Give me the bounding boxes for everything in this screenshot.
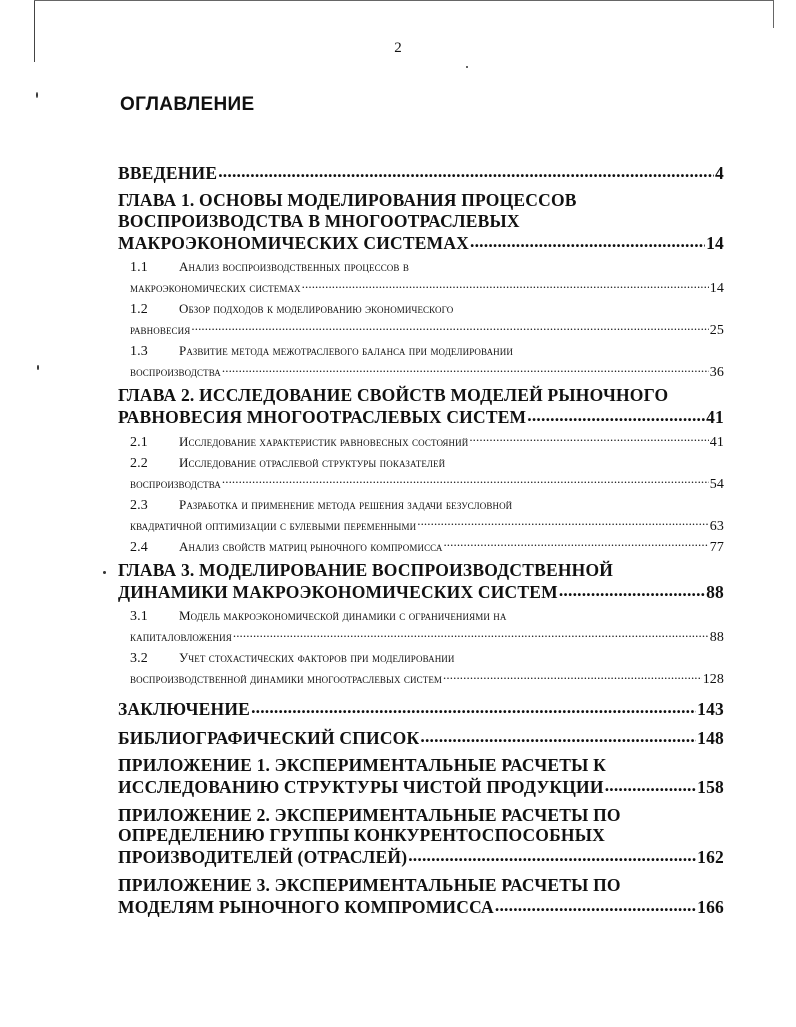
table-of-contents bbox=[118, 161, 724, 917]
page-ref: 148 bbox=[697, 727, 724, 748]
dot-leader bbox=[443, 538, 708, 551]
dot-leader bbox=[233, 628, 709, 641]
toc-entry-section-2-1[interactable]: 2.1 Исследование характеристик равновесных состояний ..... 41 bbox=[130, 432, 724, 453]
dot-leader bbox=[420, 726, 696, 744]
scan-speck bbox=[36, 92, 38, 98]
page-ref: 63 bbox=[709, 518, 724, 534]
toc-entry-section-2-2[interactable]: 2.2 Исследование отраслевой структуры показателей воспроизводства ..... 54 bbox=[130, 453, 724, 495]
dot-leader bbox=[469, 433, 708, 446]
page-ref: 14 bbox=[709, 281, 724, 296]
page-ref: 4 bbox=[715, 162, 724, 183]
toc-entry-introduction[interactable]: ВВЕДЕНИЕ ..... 4 bbox=[118, 161, 724, 183]
toc-entry-chapter-1[interactable]: ГЛАВА 1. ОСНОВЫ МОДЕЛИРОВАНИЯ ПРОЦЕССОВ ВОСПРОИЗВОДСТВА В МНОГООТРАСЛЕВЫХ МАКРОЭКОНОМИЧЕСКИХ СИСТЕМАХ ..... 14 bbox=[118, 190, 724, 253]
page-ref: 128 bbox=[702, 672, 724, 687]
toc-entry-appendix-2[interactable]: ПРИЛОЖЕНИЕ 2. ЭКСПЕРИМЕНТАЛЬНЫЕ РАСЧЕТЫ ПО ОПРЕДЕЛЕНИЮ ГРУППЫ КОНКУРЕНТОСПОСОБНЫХ ПРОИЗВОДИТЕЛЕЙ (ОТРАСЛЕЙ) ..... 162 bbox=[118, 805, 724, 868]
page-ref: 54 bbox=[709, 476, 724, 492]
dot-leader bbox=[605, 776, 696, 794]
dot-leader bbox=[302, 279, 709, 292]
dot-leader bbox=[495, 895, 696, 913]
dot-leader bbox=[408, 846, 696, 864]
toc-entry-section-3-2[interactable]: 3.2 Учет стохастических факторов при моделировании воспроизводственной динамики многоотраслевых систем ..... 128 bbox=[130, 648, 724, 690]
toc-entry-bibliography[interactable]: БИБЛИОГРАФИЧЕСКИЙ СПИСОК ..... 148 bbox=[118, 726, 724, 748]
toc-entry-section-2-4[interactable]: 2.4 Анализ свойств матриц рыночного компромисса ..... 77 bbox=[130, 537, 724, 558]
toc-entry-chapter-3[interactable]: ГЛАВА 3. МОДЕЛИРОВАНИЕ ВОСПРОИЗВОДСТВЕННОЙ ДИНАМИКИ МАКРОЭКОНОМИЧЕСКИХ СИСТЕМ ..... 88 bbox=[118, 560, 724, 603]
toc-entry-section-1-2[interactable]: 1.2 Обзор подходов к моделированию экономического равновесия ..... 25 bbox=[130, 299, 724, 341]
dot-leader bbox=[222, 363, 709, 376]
scan-border-top bbox=[34, 0, 774, 1]
toc-entry-appendix-1[interactable]: ПРИЛОЖЕНИЕ 1. ЭКСПЕРИМЕНТАЛЬНЫЕ РАСЧЕТЫ К ИССЛЕДОВАНИЮ СТРУКТУРЫ ЧИСТОЙ ПРОДУКЦИИ ..... 158 bbox=[118, 755, 724, 798]
scan-speck bbox=[37, 365, 39, 370]
toc-entry-conclusion[interactable]: ЗАКЛЮЧЕНИЕ ..... 143 bbox=[118, 697, 724, 719]
page-ref: 88 bbox=[706, 581, 724, 602]
page-ref: 41 bbox=[709, 434, 724, 450]
toc-entry-appendix-3[interactable]: ПРИЛОЖЕНИЕ 3. ЭКСПЕРИМЕНТАЛЬНЫЕ РАСЧЕТЫ ПО МОДЕЛЯМ РЫНОЧНОГО КОМПРОМИССА ..... 166 bbox=[118, 875, 724, 918]
dot-leader bbox=[222, 475, 709, 488]
dot-leader bbox=[218, 161, 714, 179]
dot-leader bbox=[559, 580, 705, 598]
page-ref: 77 bbox=[709, 539, 724, 555]
page-ref: 41 bbox=[706, 407, 724, 427]
page-ref: 143 bbox=[697, 698, 724, 719]
scan-border-right bbox=[773, 0, 774, 28]
scan-speck bbox=[103, 571, 106, 574]
page-ref: 14 bbox=[706, 232, 724, 253]
scan-speck bbox=[466, 66, 468, 68]
toc-entry-chapter-2[interactable]: ГЛАВА 2. ИССЛЕДОВАНИЕ СВОЙСТВ МОДЕЛЕЙ РЫНОЧНОГО РАВНОВЕСИЯ МНОГООТРАСЛЕВЫХ СИСТЕМ ..... 41 bbox=[118, 385, 724, 428]
toc-entry-section-2-3[interactable]: 2.3 Разработка и применение метода решения задачи безусловной квадратичной оптимизации с булевыми переменными ..... 63 bbox=[130, 495, 724, 537]
toc-entry-section-3-1[interactable]: 3.1 Модель макроэкономической динамики с ограничениями на капиталовложения ..... 88 bbox=[130, 606, 724, 648]
dot-leader bbox=[443, 670, 702, 683]
page-ref: 166 bbox=[697, 896, 724, 917]
page-ref: 25 bbox=[709, 323, 724, 338]
page-number: 2 bbox=[394, 40, 402, 56]
dot-leader bbox=[527, 406, 705, 424]
toc-entry-section-1-3[interactable]: 1.3 Развитие метода межотраслевого баланса при моделировании воспроизводства ..... 36 bbox=[130, 341, 724, 383]
page-ref: 158 bbox=[697, 777, 724, 797]
dot-leader bbox=[251, 697, 696, 715]
page-ref: 88 bbox=[709, 630, 724, 645]
page-ref: 36 bbox=[709, 365, 724, 380]
page-ref: 162 bbox=[697, 847, 724, 867]
toc-entry-section-1-1[interactable]: 1.1 Анализ воспроизводственных процессов в макроэкономических системах ..... 14 bbox=[130, 257, 724, 299]
dot-leader bbox=[470, 231, 705, 249]
toc-heading: ОГЛАВЛЕНИЕ bbox=[120, 94, 255, 115]
dot-leader bbox=[417, 517, 709, 530]
dot-leader bbox=[191, 321, 708, 334]
